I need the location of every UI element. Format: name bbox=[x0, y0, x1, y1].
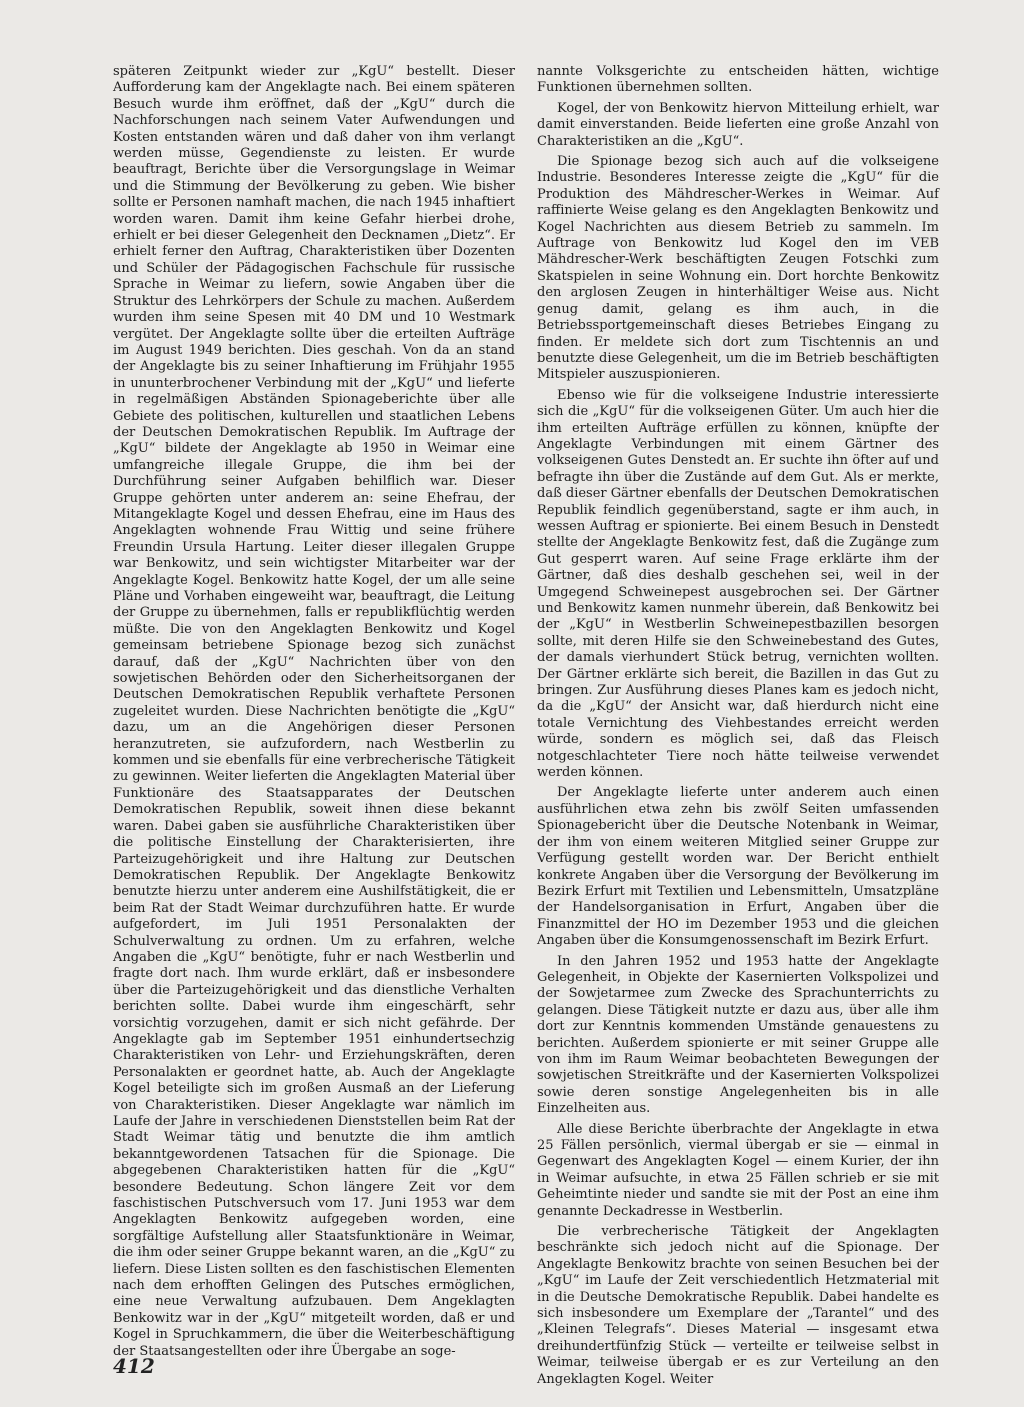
paragraph: nannte Volksgerichte zu entscheiden hätten, wichtige Funktionen übernehmen sollten. bbox=[537, 64, 939, 96]
paragraph: Alle diese Berichte überbrachte der Angeklagte in etwa 25 Fällen persönlich, viermal übergab er sie — einmal in Gegenwart des Angeklagten Kogel — einem Kurier, der ihn in Weimar aufsuchte, in etwa 25 Fällen schrieb er sie mit Geheimtinte nieder und sandte sie mit der Post an eine ihm genannte Deckadresse in Westberlin. bbox=[537, 1121, 939, 1219]
left-column bbox=[113, 64, 515, 1364]
paragraph: Der Angeklagte lieferte unter anderem auch einen ausführlichen etwa zehn bis zwölf Seiten umfassenden Spionagebericht über die Deutsche Notenbank in Weimar, der ihm von einem weiteren Mitglied seiner Gruppe zur Verfügung gestellt worden war. Der Bericht enthielt konkrete Angaben über die Versorgung der Bevölkerung im Bezirk Erfurt mit Textilien und Lebensmitteln, Umsatzpläne der Handelsorganisation in Erfurt, Angaben über die Finanzmittel der HO im Dezember 1953 und die gleichen Angaben über die Konsumgenossenschaft im Bezirk Erfurt. bbox=[537, 785, 939, 949]
paragraph: späteren Zeitpunkt wieder zur „KgU“ bestellt. Dieser Aufforderung kam der Angeklagte nach. Bei einem späteren Besuch wurde ihm eröffnet, daß der „KgU“ durch die Nachforschungen nach seinem Vater Aufwendungen und Kosten entstanden wären und daß daher von ihm verlangt werden müsse, Gegendienste zu leisten. Er wurde beauftragt, Berichte über die Versorgungslage in Weimar und die Stimmung der Bevölkerung zu geben. Wie bisher sollte er Personen namhaft machen, die nach 1945 inhaftiert worden waren. Damit ihm keine Gefahr hierbei drohe, erhielt er bei dieser Gelegenheit den Decknamen „Dietz“. Er erhielt ferner den Auftrag, Charakteristiken über Dozenten und Schüler der Pädagogischen Fachschule für russische Sprache in Weimar zu liefern, sowie Angaben über die Struktur des Lehrkörpers der Schule zu machen. Außerdem wurden ihm seine Spesen mit 40 DM und 10 Westmark vergütet. Der Angeklagte sollte über die erteilten Aufträge im August 1949 berichten. Dies geschah. Von da an stand der Angeklagte bis zu seiner Inhaftierung im Frühjahr 1955 in ununterbrochener Verbindung mit der „KgU“ und lieferte in regelmäßigen Abständen Spionageberichte über alle Gebiete des politischen, kulturellen und staatlichen Lebens der Deutschen Demokratischen Republik. Im Auftrage der „KgU“ bildete der Angeklagte ab 1950 in Weimar eine umfangreiche illegale Gruppe, die ihm bei der Durchführung seiner Aufgaben behilflich war. Dieser Gruppe gehörten unter anderem an: seine Ehefrau, der Mitangeklagte Kogel und dessen Ehefrau, eine im Haus des Angeklagten wohnende Frau Wittig und seine frühere Freundin Ursula Hartung. Leiter dieser illegalen Gruppe war Benkowitz, und sein wichtigster Mitarbeiter war der Angeklagte Kogel. Benkowitz hatte Kogel, der um alle seine Pläne und Vorhaben eingeweiht war, beauftragt, die Leitung der Gruppe zu übernehmen, falls er republikflüchtig werden müßte. Die von den Angeklagten Benkowitz und Kogel gemeinsam betriebene Spionage bezog sich zunächst darauf, daß der „KgU“ Nachrichten über von den sowjetischen Behörden oder den Sicherheitsorganen der Deutschen Demokratischen Republik verhaftete Personen zugeleitet wurden. Diese Nachrichten benötigte die „KgU“ dazu, um an die Angehörigen dieser Personen heranzutreten, sie aufzufordern, nach Westberlin zu kommen und sie ebenfalls für eine verbrecherische Tätigkeit zu gewinnen. Weiter lieferten die Angeklagten Material über Funktionäre des Staatsapparates der Deutschen Demokratischen Republik, soweit ihnen diese bekannt waren. Dabei gaben sie ausführliche Charakteristiken über die politische Einstellung der Charakterisierten, ihre Parteizugehörigkeit und ihre Haltung zur Deutschen Demokratischen Republik. Der Angeklagte Benkowitz benutzte hierzu unter anderem eine Aushilfstätigkeit, die er beim Rat der Stadt Weimar durchzuführen hatte. Er wurde aufgefordert, im Juli 1951 Personalakten der Schulverwaltung zu ordnen. Um zu erfahren, welche Angaben die „KgU“ benötigte, fuhr er nach Westberlin und fragte dort nach. Ihm wurde erklärt, daß er insbesondere über die Parteizugehörigkeit und das dienstliche Verhalten berichten sollte. Dabei wurde ihm eingeschärft, sehr vorsichtig vorzugehen, damit er sich nicht gefährde. Der Angeklagte gab im September 1951 einhundertsechzig Charakteristiken von Lehr- und Erziehungskräften, deren Personalakten er geordnet hatte, ab. Auch der Angeklagte Kogel beteiligte sich im großen Ausmaß an der Lieferung von Charakteristiken. Dieser Angeklagte war nämlich im Laufe der Jahre in verschiedenen Dienststellen beim Rat der Stadt Weimar tätig und benutzte die ihm amtlich bekanntgewordenen Tatsachen für die Spionage. Die abgegebenen Charakteristiken hatten für die „KgU“ besondere Bedeutung. Schon längere Zeit vor dem faschistischen Putschversuch vom 17. Juni 1953 war dem Angeklagten Benkowitz aufgegeben worden, eine sorgfältige Aufstellung aller Staatsfunktionäre in Weimar, die ihm oder seiner Gruppe bekannt waren, an die „KgU“ zu liefern. Diese Listen sollten es den faschistischen Elementen nach dem erhofften Gelingen des Putsches ermöglichen, eine neue Verwaltung aufzubauen. Dem Angeklagten Benkowitz war in der „KgU“ mitgeteilt worden, daß er und Kogel in Spruchkammern, die über die Weiterbeschäftigung der Staatsangestellten oder ihre Übergabe an soge- bbox=[113, 64, 515, 1359]
paragraph: Kogel, der von Benkowitz hiervon Mitteilung erhielt, war damit einverstanden. Beide lieferten eine große Anzahl von Charakteristiken an die „KgU“. bbox=[537, 100, 939, 149]
paragraph: In den Jahren 1952 und 1953 hatte der Angeklagte Gelegenheit, in Objekte der Kasernierten Volkspolizei und der Sowjetarmee zum Zwecke des Sprachunterrichts zu gelangen. Diese Tätigkeit nutzte er dazu aus, über alle ihm dort zur Kenntnis kommenden Umstände genauestens zu berichten. Außerdem spionierte er mit seiner Gruppe alle von ihm im Raum Weimar beobachteten Bewegungen der sowjetischen Streitkräfte und der Kasernierten Volkspolizei sowie deren sonstige Angelegenheiten bis in alle Einzelheiten aus. bbox=[537, 953, 939, 1117]
paragraph: Die Spionage bezog sich auch auf die volkseigene Industrie. Besonderes Interesse zeigte die „KgU“ für die Produktion des Mähdrescher-Werkes in Weimar. Auf raffinierte Weise gelang es den Angeklagten Benkowitz und Kogel Nachrichten aus diesem Betrieb zu sammeln. Im Auftrage von Benkowitz lud Kogel den im VEB Mähdrescher-Werk beschäftigten Zeugen Fotschki zum Skatspielen in seine Wohnung ein. Dort horchte Benkowitz den arglosen Zeugen in hinterhältiger Weise aus. Nicht genug damit, gelang es ihm auch, in die Betriebssportgemeinschaft dieses Betriebes Eingang zu finden. Er meldete sich dort zum Tischtennis an und benutzte diese Gelegenheit, um die im Betrieb beschäftigten Mitspieler auszuspionieren. bbox=[537, 154, 939, 383]
paragraph: Die verbrecherische Tätigkeit der Angeklagten beschränkte sich jedoch nicht auf die Spionage. Der Angeklagte Benkowitz brachte von seinen Besuchen bei der „KgU“ im Laufe der Zeit verschiedentlich Hetzmaterial mit in die Deutsche Demokratische Republik. Dabei handelte es sich insbesondere um Exemplare der „Tarantel“ und des „Kleinen Telegrafs“. Dieses Material — insgesamt etwa dreihundertfünfzig Stück — verteilte er teilweise selbst in Weimar, teilweise übergab er es zur Verteilung an den Angeklagten Kogel. Weiter bbox=[537, 1224, 939, 1387]
paragraph: Ebenso wie für die volkseigene Industrie interessierte sich die „KgU“ für die volkseigenen Güter. Um auch hier die ihm erteilten Aufträge erfüllen zu können, knüpfte der Angeklagte Verbindungen mit einem Gärtner des volkseigenen Gutes Denstedt an. Er suchte ihn öfter auf und befragte ihn über die Zustände auf dem Gut. Als er merkte, daß dieser Gärtner ebenfalls der Deutschen Demokratischen Republik feindlich gegenüberstand, sagte er ihm auch, in wessen Auftrag er spionierte. Bei einem Besuch in Denstedt stellte der Angeklagte Benkowitz fest, daß die Zugänge zum Gut gesperrt waren. Auf seine Frage erklärte ihm der Gärtner, daß dies deshalb geschehen sei, weil in der Umgegend Schweinepest ausgebrochen sei. Der Gärtner und Benkowitz kamen nunmehr überein, daß Benkowitz bei der „KgU“ in Westberlin Schweinepestbazillen besorgen sollte, mit deren Hilfe sie den Schweinebestand des Gutes, der damals vierhundert Stück betrug, vernichten wollten. Der Gärtner erklärte sich bereit, die Bazillen in das Gut zu bringen. Zur Ausführung dieses Planes kam es jedoch nicht, da die „KgU“ der Ansicht war, daß hierdurch nicht eine totale Vernichtung des Viehbestandes erreicht werden würde, sondern es möglich sei, daß das Fleisch notgeschlachteter Tiere noch hätte teilweise verwendet werden können. bbox=[537, 387, 940, 781]
page-number: 412 bbox=[113, 1354, 155, 1378]
right-column bbox=[537, 64, 939, 1392]
